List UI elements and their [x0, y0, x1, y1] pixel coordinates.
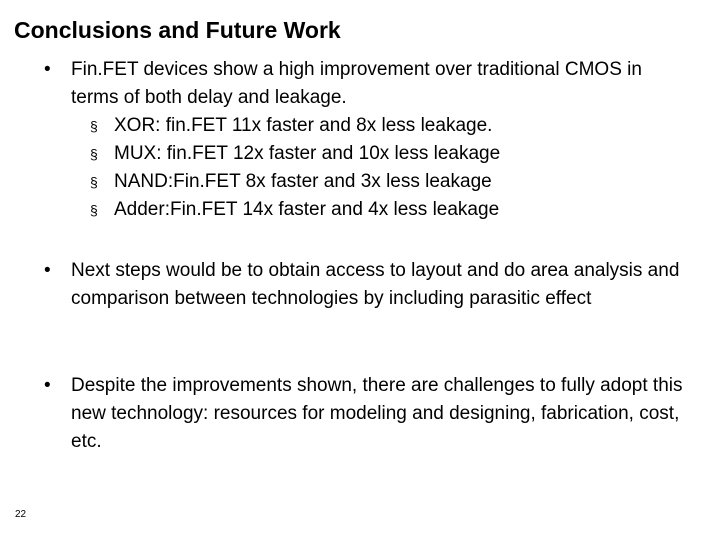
slide-number: 22 [15, 509, 27, 520]
subbullet-text: Adder:Fin.FET 14x faster and 4x less leakage [114, 199, 500, 220]
subbullet-item [90, 112, 684, 140]
bullet-text: Fin.FET devices show a high improvement over traditional CMOS in terms of both delay and leakage. [71, 59, 642, 108]
subbullet-marker: § [90, 118, 98, 134]
subbullet-text: NAND:Fin.FET 8x faster and 3x less leakage [114, 171, 492, 192]
subbullet-marker: § [90, 202, 98, 218]
subbullet-marker: § [90, 174, 98, 190]
bullet-text: Next steps would be to obtain access to layout and do area analysis and comparison between technologies by including parasitic effect [71, 260, 680, 309]
bullet-marker: • [44, 375, 51, 396]
bullet-marker: • [44, 59, 51, 80]
bullet-item [44, 257, 684, 313]
subbullet-text: MUX: fin.FET 12x faster and 10x less leakage [114, 143, 501, 164]
bullet-item [44, 56, 684, 224]
slide-title: Conclusions and Future Work [14, 17, 341, 43]
subbullet-item [90, 196, 684, 224]
subbullet-item [90, 168, 684, 196]
subbullet-text: XOR: fin.FET 11x faster and 8x less leakage. [114, 115, 493, 136]
bullet-item [44, 372, 684, 456]
subbullet-marker: § [90, 146, 98, 162]
bullet-text: Despite the improvements shown, there are challenges to fully adopt this new technology: resources for modeling and designing, fabrication, cost, etc. [71, 375, 683, 452]
subbullet-item [90, 140, 684, 168]
bullet-marker: • [44, 260, 51, 281]
